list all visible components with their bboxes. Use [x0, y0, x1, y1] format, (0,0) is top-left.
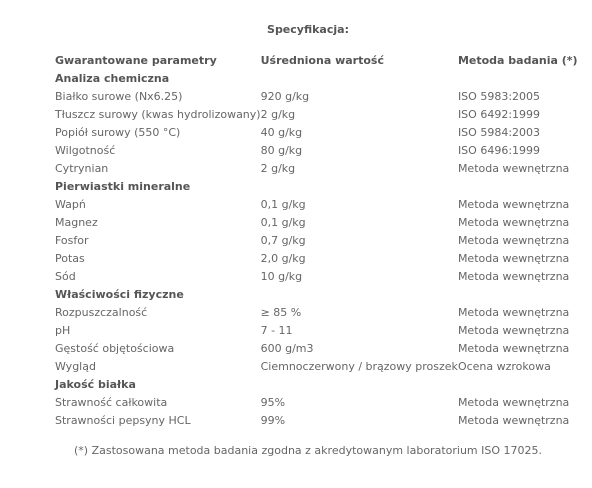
value-cell: 0,7 g/kg: [260, 234, 306, 247]
header-value: Uśredniona wartość: [260, 54, 384, 67]
section-heading: Pierwiastki mineralne: [55, 180, 191, 193]
parameter-cell: Magnez: [55, 216, 98, 229]
value-cell: Ciemnoczerwony / brązowy proszek: [260, 360, 458, 373]
parameter-cell: Wygląd: [55, 360, 96, 373]
method-cell: Metoda wewnętrzna: [457, 414, 570, 427]
value-cell: 0,1 g/kg: [260, 216, 306, 229]
value-cell: 10 g/kg: [260, 270, 303, 283]
table-row: [55, 322, 592, 340]
method-cell: Metoda wewnętrzna: [457, 252, 570, 265]
section-heading: Właściwości fizyczne: [55, 288, 184, 301]
section-heading-row: [55, 70, 592, 88]
method-cell: Metoda wewnętrzna: [457, 324, 570, 337]
section-heading: Jakość białka: [55, 378, 136, 391]
spec-title: Specyfikacja:: [267, 23, 349, 36]
value-cell: 80 g/kg: [260, 144, 303, 157]
table-row: [55, 124, 592, 142]
table-row: [55, 88, 592, 106]
parameter-cell: Sód: [55, 270, 76, 283]
table-row: [55, 232, 592, 250]
table-row: [55, 160, 592, 178]
table-row: [55, 394, 592, 412]
value-cell: 600 g/m3: [260, 342, 314, 355]
method-cell: Metoda wewnętrzna: [457, 198, 570, 211]
table-row: [55, 142, 592, 160]
value-cell: 99%: [260, 414, 286, 427]
method-cell: ISO 5984:2003: [457, 126, 541, 139]
method-cell: Metoda wewnętrzna: [457, 216, 570, 229]
value-cell: 95%: [260, 396, 286, 409]
table-row: [55, 304, 592, 322]
footnote: (*) Zastosowana metoda badania zgodna z akredytowanym laboratorium ISO 17025.: [73, 444, 542, 457]
section-heading-row: [55, 178, 592, 196]
table-header-row: [55, 52, 592, 70]
method-cell: ISO 6492:1999: [457, 108, 541, 121]
method-cell: Ocena wzrokowa: [457, 360, 551, 373]
value-cell: 40 g/kg: [260, 126, 303, 139]
method-cell: ISO 6496:1999: [457, 144, 541, 157]
spec-table: [55, 52, 592, 430]
table-row: [55, 358, 592, 376]
section-heading: Analiza chemiczna: [55, 72, 170, 85]
value-cell: 0,1 g/kg: [260, 198, 306, 211]
parameter-cell: Strawności pepsyny HCL: [55, 414, 191, 427]
parameter-cell: Cytrynian: [55, 162, 109, 175]
section-heading-row: [55, 376, 592, 394]
parameter-cell: Potas: [55, 252, 85, 265]
parameter-cell: pH: [55, 324, 71, 337]
parameter-cell: Wapń: [55, 198, 86, 211]
section-heading-row: [55, 286, 592, 304]
value-cell: 2,0 g/kg: [260, 252, 306, 265]
parameter-cell: Fosfor: [55, 234, 89, 247]
spec-table-body: [55, 70, 592, 430]
method-cell: Metoda wewnętrzna: [457, 234, 570, 247]
value-cell: 7 - 11: [260, 324, 293, 337]
value-cell: 920 g/kg: [260, 90, 310, 103]
method-cell: Metoda wewnętrzna: [457, 270, 570, 283]
method-cell: Metoda wewnętrzna: [457, 396, 570, 409]
value-cell: 2 g/kg: [260, 162, 296, 175]
table-row: [55, 214, 592, 232]
table-row: [55, 106, 592, 124]
table-row: [55, 412, 592, 430]
header-parameter: Gwarantowane parametry: [55, 54, 217, 67]
parameter-cell: Białko surowe (Nx6.25): [55, 90, 183, 103]
table-row: [55, 268, 592, 286]
method-cell: Metoda wewnętrzna: [457, 342, 570, 355]
table-row: [55, 196, 592, 214]
method-cell: ISO 5983:2005: [457, 90, 541, 103]
method-cell: Metoda wewnętrzna: [457, 162, 570, 175]
table-row: [55, 250, 592, 268]
header-method: Metoda badania (*): [457, 54, 578, 67]
parameter-cell: Wilgotność: [55, 144, 116, 157]
table-row: [55, 340, 592, 358]
parameter-cell: Strawność całkowita: [55, 396, 168, 409]
value-cell: 2 g/kg: [260, 108, 296, 121]
method-cell: Metoda wewnętrzna: [457, 306, 570, 319]
parameter-cell: Popiół surowy (550 °C): [55, 126, 181, 139]
parameter-cell: Gęstość objętościowa: [55, 342, 175, 355]
parameter-cell: Rozpuszczalność: [55, 306, 148, 319]
value-cell: ≥ 85 %: [260, 306, 302, 319]
parameter-cell: Tłuszcz surowy (kwas hydrolizowany): [55, 108, 261, 121]
